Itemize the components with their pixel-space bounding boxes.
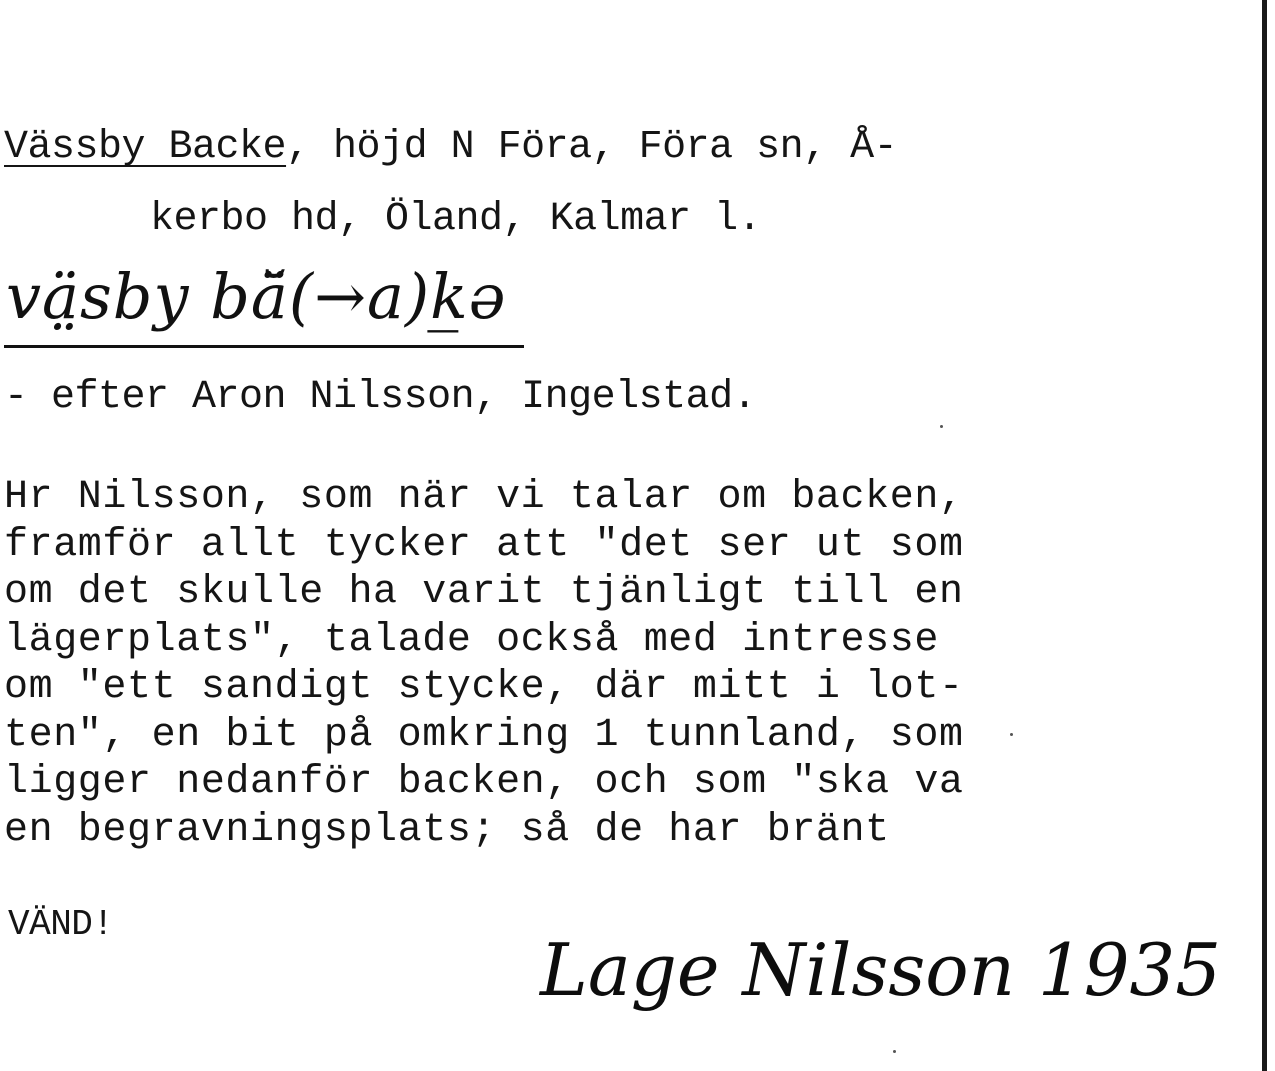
paper-speck — [940, 425, 943, 428]
card-heading — [4, 125, 898, 170]
place-description-line1: , höjd N Föra, Föra sn, Å- — [286, 125, 898, 170]
place-name: Vässby Backe — [4, 125, 287, 170]
body-line: ligger nedanför backen, och som "ska va — [4, 760, 964, 805]
handwritten-signature: Lage Nilsson 1935 — [540, 928, 1222, 1012]
body-text — [4, 474, 964, 854]
turn-over-note: VÄND! — [8, 904, 114, 945]
body-line: framför allt tycker att "det ser ut som — [4, 522, 964, 568]
body-line: lägerplats", talade också med intresse — [4, 617, 939, 663]
place-description-line2: kerbo hd, Öland, Kalmar l. — [150, 197, 762, 242]
informant-source: - efter Aron Nilsson, Ingelstad. — [4, 375, 757, 420]
paper-speck — [893, 1050, 896, 1053]
phonetic-transcription: vä̤sby bä̆(→a)k̲ə — [6, 260, 507, 333]
phonetic-underline — [4, 345, 524, 348]
body-line: Hr Nilsson, som när vi talar om backen, — [4, 475, 964, 520]
body-line: en begravningsplats; så de har bränt — [4, 807, 890, 853]
body-line: om "ett sandigt stycke, där mitt i lot- — [4, 665, 964, 710]
body-line: om det skulle ha varit tjänligt till en — [4, 570, 964, 615]
body-line: ten", en bit på omkring 1 tunnland, som — [4, 712, 964, 758]
paper-speck — [1010, 733, 1013, 736]
card-edge-border — [1262, 0, 1267, 1071]
